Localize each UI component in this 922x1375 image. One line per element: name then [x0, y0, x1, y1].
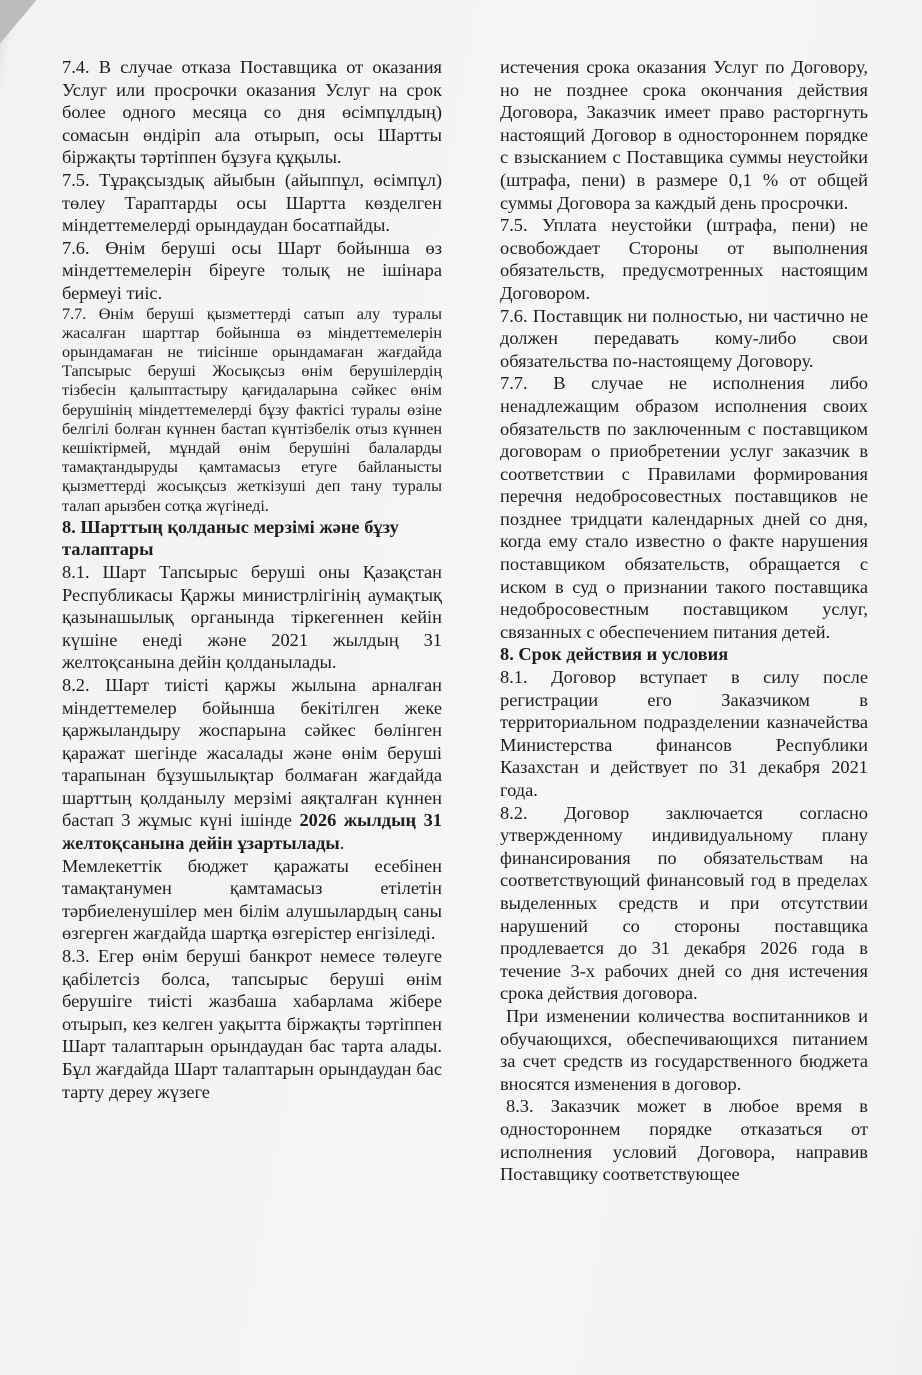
clause-8-2-kz: [62, 674, 442, 855]
clause-8-1-kz: 8.1. Шарт Тапсырыс беруші оны Қазақстан Республикасы Қаржы министрлігінің аумақтық қазынашылық органында тіркегеннен кейін күшіне енеді және 2021 жылдың 31 желтоқсанына дейін қолданылады.: [62, 561, 442, 673]
clause-8-1-ru: 8.1. Договор вступает в силу после регистрации его Заказчиком в территориальном подразделении казначейства Министерства финансов Республики Казахстан и действует по 31 декабря 2021 года.: [500, 667, 868, 800]
clause-8-2-kz-continued: Мемлекеттік бюджет қаражаты есебінен тамақтанумен қамтамасыз етілетін тәрбиеленушілер мен білім алушылардың саны өзгерген жағдайда шартқа өзгерістер енгізіледі.: [62, 855, 442, 944]
clause-7-5-kz: 7.5. Тұрақсыздық айыбын (айыппұл, өсімпұл) төлеу Тараптарды осы Шартта көзделген міндеттемелерді орындаудан босатпайды.: [62, 169, 442, 236]
page-corner-shadow: [0, 0, 44, 44]
clause-7-7-kz: 7.7. Өнім беруші қызметтерді сатып алу туралы жасалған шарттар бойынша өз міндеттемелерін орындамаған не тиісінше орындамаған жағдайда Тапсырыс беруші Жосықсыз өнім берушілердің тізбесін қалыптастыру қағидаларына сәйкес өнім берушінің міндеттемелерді бұзу фактісі туралы өзіне белгілі болған күннен бастап күнтізбелік отыз күннен кешіктірмей, мұндай өнім берушіні балаларды тамақтандыруды қамтамасыз етуге байланысты қызметтерді жосықсыз жеткізуші деп тану туралы талап арызбен сотқа жүгінеді.: [62, 304, 442, 515]
clause-8-2-ru-continued: При изменении количества воспитанников и обучающихся, обеспечивающихся питанием за счет средств из государственного бюджета вносятся изменения в договор.: [500, 1005, 868, 1094]
left-column-kazakh: [62, 56, 442, 1103]
clause-8-2-kz-end: .: [339, 833, 345, 854]
clause-8-2-ru: 8.2. Договор заключается согласно утвержденному индивидуальному плану финансирования по обязательствам на соответствующий финансовый год в пределах выделенных средств и при отсутствии нарушений со стороны поставщика продлевается до 31 декабря 2026 года в течение 3-х рабочих дней со дня истечения срока действия договора.: [500, 802, 868, 1004]
clause-8-2-kz-bold: 2026 жылдың 31 желтоқсанына дейін ұзартылады: [62, 810, 442, 854]
clause-8-3-ru: 8.3. Заказчик может в любое время в одностороннем порядке отказаться от исполнения условий Договора, направив Поставщику соответствующее: [500, 1096, 868, 1185]
clause-8-3-kz: 8.3. Егер өнім беруші банкрот немесе төлеуге қабілетсіз болса, тапсырыс беруші өнім берушіге тиісті жазбаша хабарлама жібере отырып, кез келген уақытта біржақты тәртіппен Шарт талаптарын орындаудан бас тарта алады. Бұл жағдайда Шарт талаптарын орындаудан бас тарту дереу жүзеге: [62, 946, 442, 1102]
section-8-heading-kz: 8. Шарттың қолданыс мерзімі және бұзу талаптары: [62, 516, 399, 560]
right-column-russian: [500, 56, 868, 1186]
section-8-heading-ru: 8. Срок действия и условия: [500, 644, 729, 665]
clause-7-5-ru: 7.5. Уплата неустойки (штрафа, пени) не освобождает Стороны от выполнения обязательств, предусмотренных настоящим Договором.: [500, 215, 868, 303]
clause-7-7-ru: 7.7. В случае не исполнения либо ненадлежащим образом исполнения своих обязательств по заключенным с поставщиком договорам о приобретении услуг заказчик в соответствии с Правилами формирования перечня недобросовестных поставщиков не позднее тридцати календарных дней со дня, когда ему стало известно о факте нарушения поставщиком обязательств, обращается с иском в суд о признании такого поставщика недобросовестным поставщиком услуг, связанных с обеспечением питания детей.: [500, 373, 868, 642]
clause-7-6-kz: 7.6. Өнім беруші осы Шарт бойынша өз міндеттемелерін біреуге толық не ішінара бермеуі тиіс.: [62, 237, 442, 303]
clause-8-2-kz-text: 8.2. Шарт тиісті қаржы жылына арналған міндеттемелер бойынша бекітілген жеке қаржыландыру жоспарына сәйкес бөлінген қаражат шегінде жасалады және өнім беруші тарапынан бұзушылықтар болмаған жағдайда шарттың қолданылу мерзімі аяқталған күннен бастап 3 жұмыс күні ішінде: [62, 674, 442, 831]
clause-7-4-ru-continued: истечения срока оказания Услуг по Договору, но не позднее срока окончания действия Договора, Заказчик имеет право расторгнуть настоящий Договор в одностороннем порядке с взысканием с Поставщика суммы неустойки (штрафа, пени) в размере 0,1 % от общей суммы Договора за каждый день просрочки.: [500, 57, 868, 213]
clause-7-4-kz: 7.4. В случае отказа Поставщика от оказания Услуг или просрочки оказания Услуг на срок более одного месяца со дня өсімпұлдың) сомасын өндіріп ала отырып, осы Шартты біржақты тәртіппен бұзуға құқылы.: [62, 57, 442, 168]
clause-7-6-ru: 7.6. Поставщик ни полностью, ни частично не должен передавать кому-либо свои обязательства по-настоящему Договору.: [500, 305, 868, 371]
